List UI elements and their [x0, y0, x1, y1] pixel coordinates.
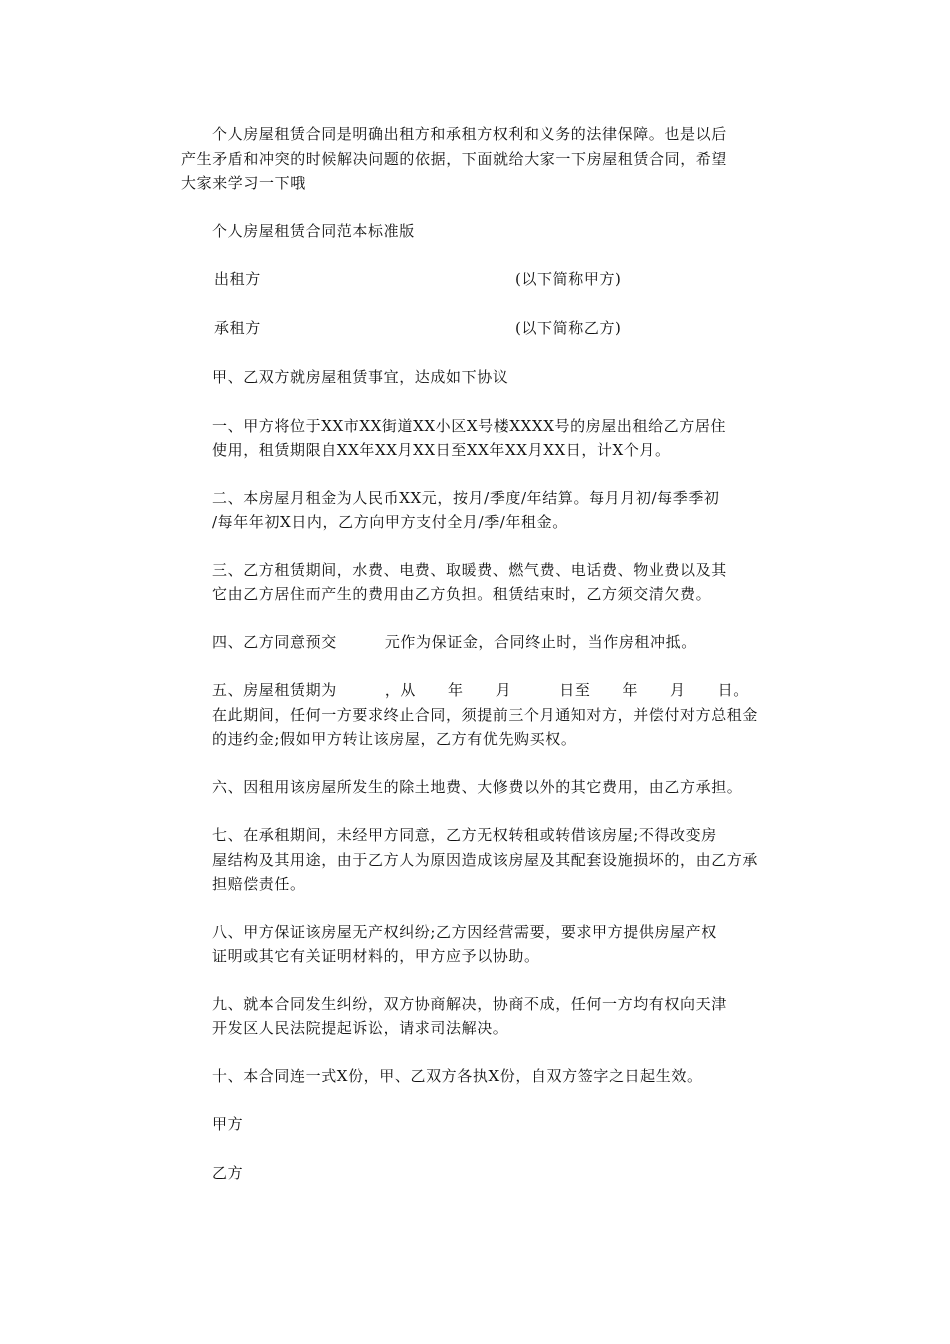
clause-5-part: 年 [448, 681, 464, 699]
clause-5-part: 月 [495, 681, 512, 699]
clause-5-line-1 [181, 678, 781, 703]
clause-line: 六、因租用该房屋所发生的除土地费、大修费以外的其它费用，由乙方承担。 [212, 777, 743, 796]
clause-5-part: 月 [670, 681, 686, 699]
signature-party-a: 甲方 [212, 1115, 244, 1133]
contract-page [181, 122, 781, 1209]
clause-line: 十、本合同连一式X份，甲、乙双方各执X份，自双方签字之日起生效。 [212, 1066, 703, 1085]
lessee-label: 承租方 [214, 319, 261, 337]
intro-line: 产生矛盾和冲突的时候解决问题的依据，下面就给大家一下房屋租赁合同，希望 [181, 149, 728, 168]
clause-4 [181, 630, 781, 655]
clause-line: 八、甲方保证该房屋无产权纠纷;乙方因经营需要，要求甲方提供房屋产权 [212, 922, 717, 941]
clause-line: 九、就本合同发生纠纷，双方协商解决，协商不成，任何一方均有权向天津 [212, 994, 727, 1013]
clause-5-part: 年 [622, 681, 639, 699]
clause-10 [181, 1064, 781, 1089]
clause-7 [181, 823, 781, 897]
signature-party-b: 乙方 [212, 1163, 244, 1182]
clause-line: 的违约金;假如甲方转让该房屋，乙方有优先购买权。 [212, 730, 577, 748]
clause-6 [181, 775, 781, 800]
clause-line: 一、甲方将位于XX市XX街道XX小区X号楼XXXX号的房屋出租给乙方居住 [212, 416, 727, 435]
clause-5-part: 五、房屋租赁期为 [212, 681, 337, 699]
lessee-row [181, 316, 781, 341]
clause-1 [181, 414, 781, 463]
clause-5 [181, 678, 781, 752]
clause-line: 七、在承租期间，未经甲方同意，乙方无权转租或转借该房屋;不得改变房 [212, 826, 717, 844]
clause-line: 二、本房屋月租金为人民币XX元，按月/季度/年结算。每月月初/每季季初 [212, 488, 720, 507]
clause-line: 在此期间，任何一方要求终止合同，须提前三个月通知对方，并偿付对方总租金 [212, 705, 759, 724]
clause-line: /每年年初X日内，乙方向甲方支付全月/季/年租金。 [212, 513, 568, 531]
clause-5-part: ，从 [384, 681, 417, 699]
lessor-row [181, 267, 781, 292]
clause-2 [181, 486, 781, 535]
clause-line: 它由乙方居住而产生的费用由乙方负担。租赁结束时，乙方须交清欠费。 [212, 585, 712, 603]
document-title: 个人房屋租赁合同范本标准版 [212, 221, 415, 240]
clause-line: 使用，租赁期限自XX年XX月XX日至XX年XX月XX日，计X个月。 [212, 441, 671, 459]
clause-3 [181, 558, 781, 607]
intro-line: 个人房屋租赁合同是明确出租方和承租方权利和义务的法律保障。也是以后 [212, 125, 727, 143]
clause-4-part-b: 元作为保证金，合同终止时，当作房租冲抵。 [384, 632, 697, 651]
lessee-note: (以下简称乙方) [515, 319, 622, 337]
lessor-note: (以下简称甲方) [515, 270, 622, 288]
clause-line: 担赔偿责任。 [212, 875, 306, 893]
clause-8 [181, 920, 781, 969]
agreement-line: 甲、乙双方就房屋租赁事宜，达成如下协议 [212, 368, 509, 386]
intro-line: 大家来学习一下哦 [181, 174, 306, 192]
clause-4-part-a: 四、乙方同意预交 [212, 632, 337, 651]
intro-paragraph [181, 122, 781, 196]
clause-9 [181, 992, 781, 1041]
clause-line: 开发区人民法院提起诉讼，请求司法解决。 [212, 1019, 509, 1037]
lessor-label: 出租方 [214, 270, 261, 288]
clause-line: 屋结构及其用途，由于乙方人为原因造成该房屋及其配套设施损坏的，由乙方承 [212, 850, 759, 869]
clause-5-part: 日至 [559, 681, 591, 699]
clause-line: 三、乙方租赁期间，水费、电费、取暖费、燃气费、电话费、物业费以及其 [212, 560, 727, 579]
clause-5-part: 日。 [717, 681, 749, 699]
clause-line: 证明或其它有关证明材料的，甲方应予以协助。 [212, 947, 540, 965]
